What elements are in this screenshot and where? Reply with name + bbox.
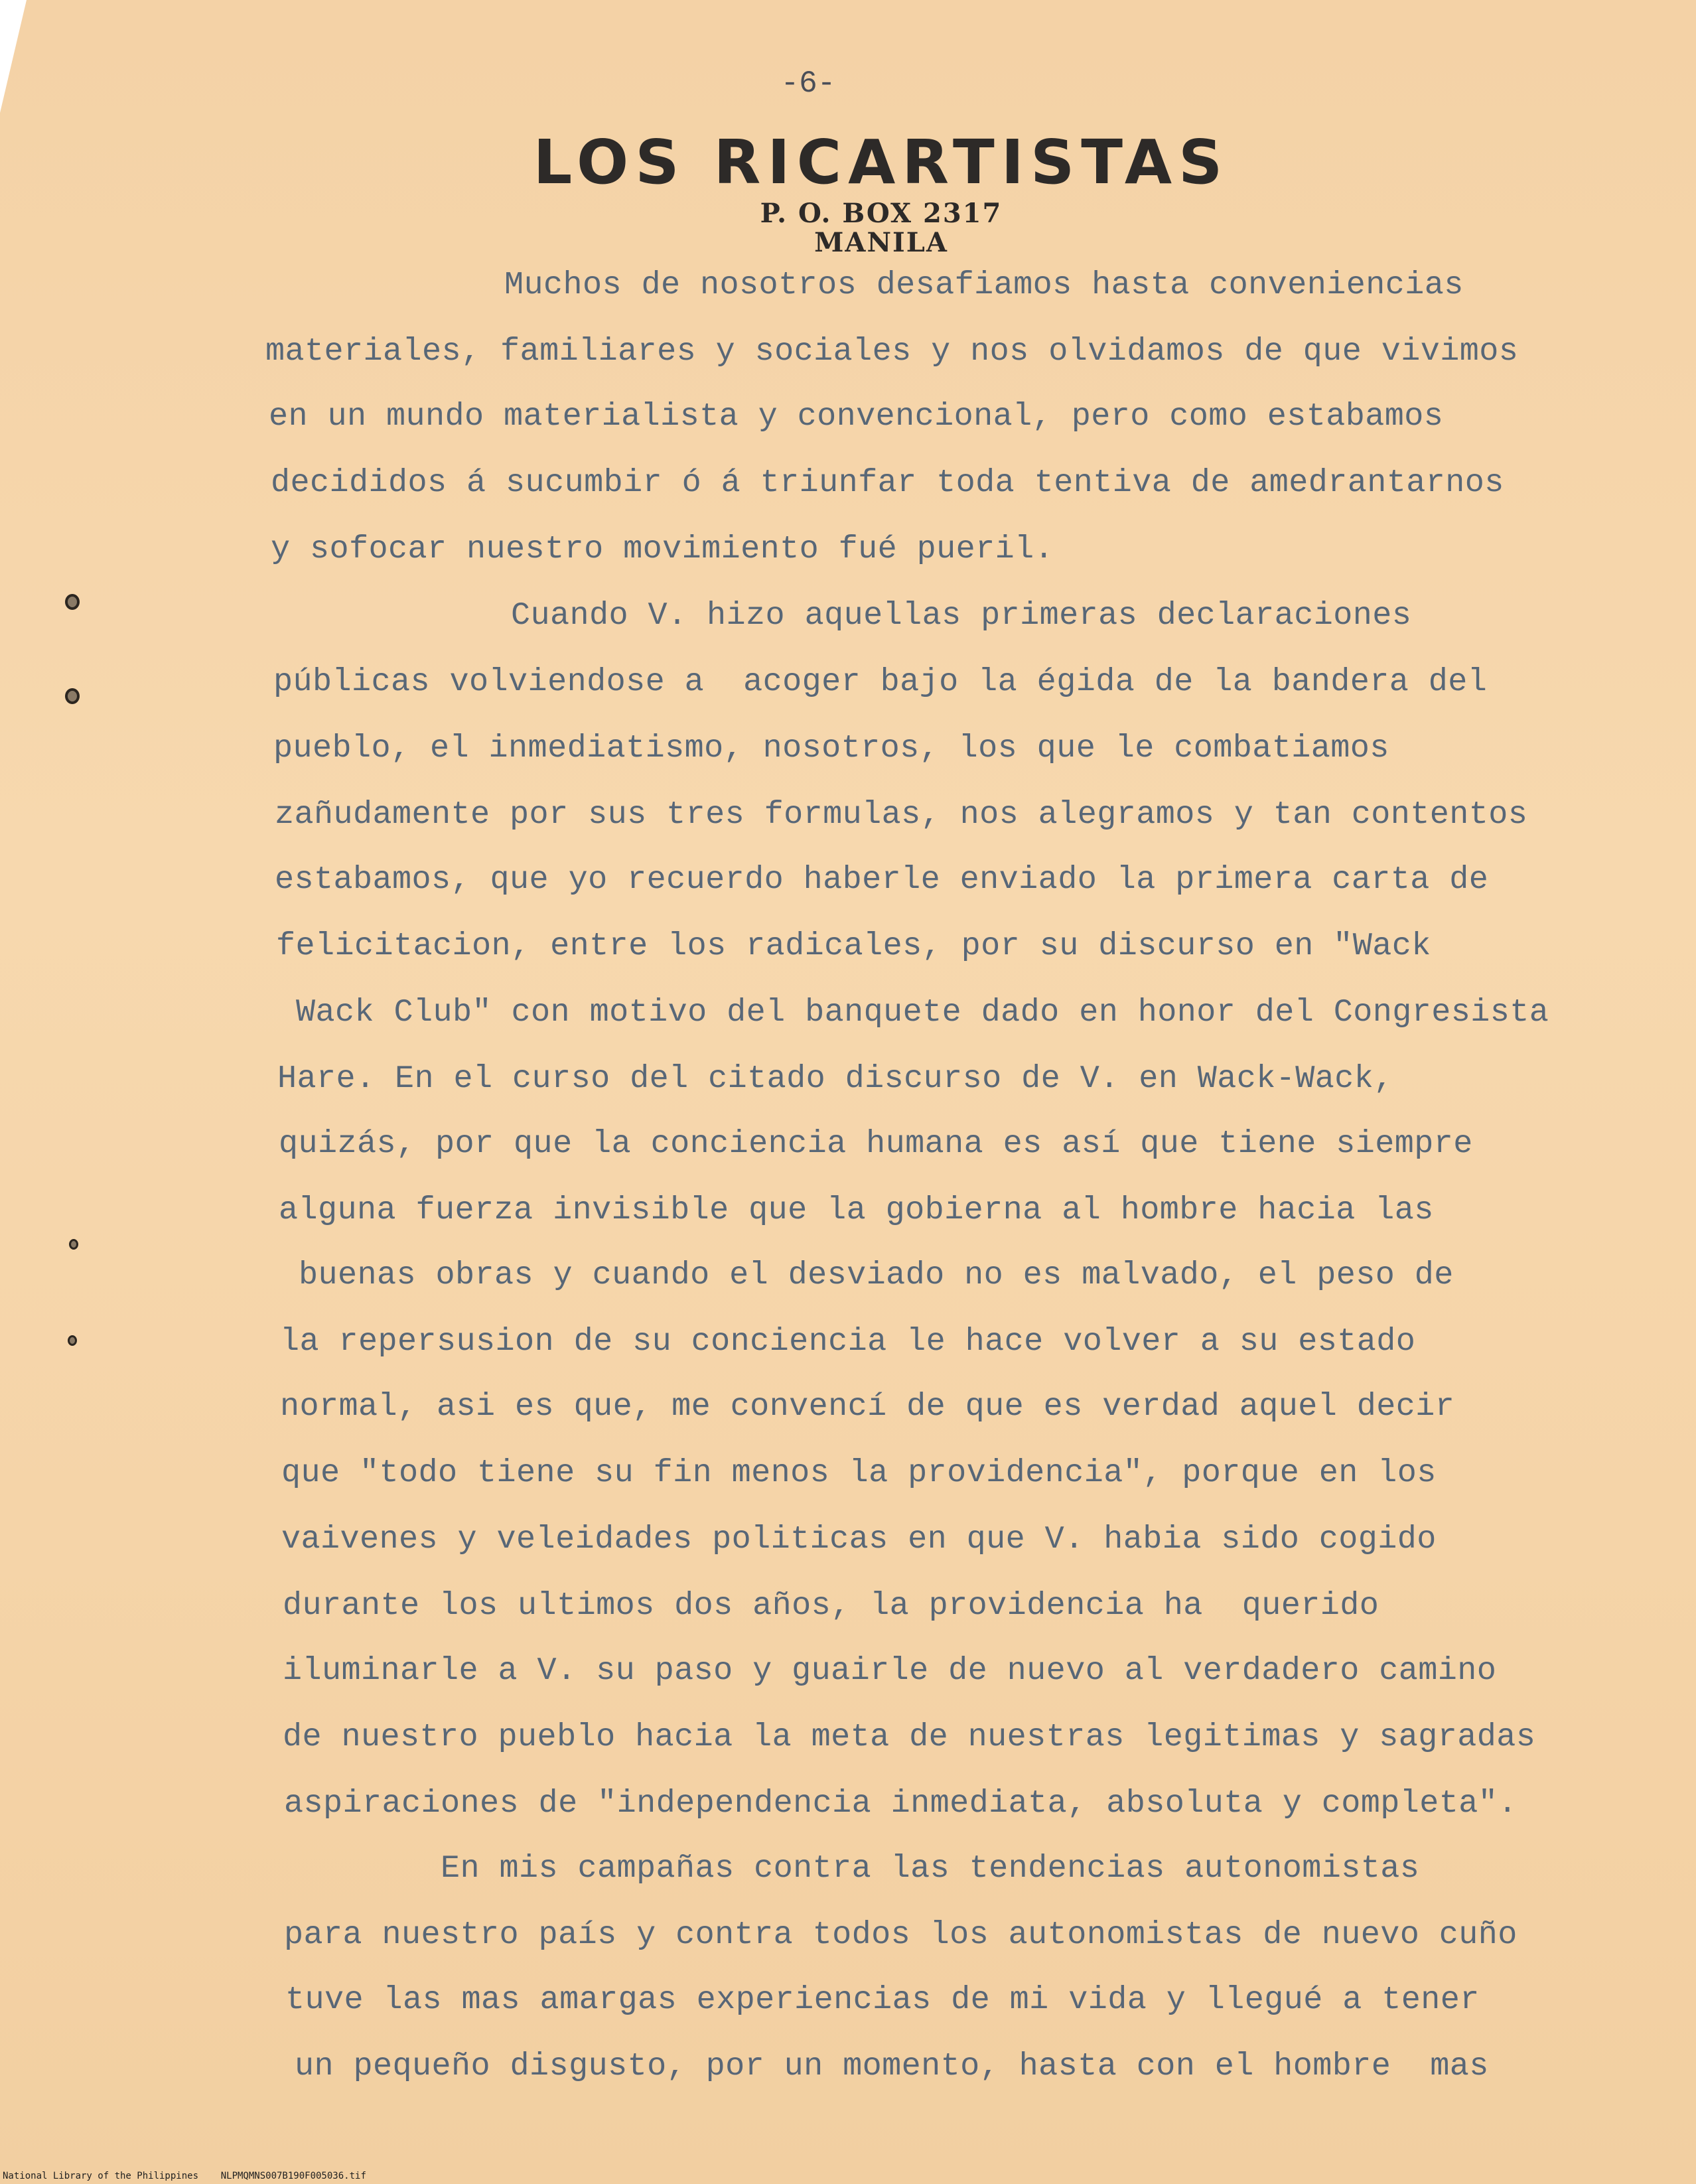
punch-hole — [65, 594, 80, 610]
body-line: durante los ultimos dos años, la providencia ha querido — [283, 1587, 1379, 1624]
body-line: un pequeño disgusto, por un momento, hasta con el hombre mas — [295, 2048, 1489, 2084]
body-line: En mis campañas contra las tendencias autonomistas — [441, 1850, 1420, 1887]
punch-hole — [68, 1335, 77, 1346]
body-line: y sofocar nuestro movimiento fué pueril. — [271, 531, 1054, 567]
body-line: pueblo, el inmediatismo, nosotros, los que le combatiamos — [273, 730, 1389, 766]
body-line: Wack Club" con motivo del banquete dado en honor del Congresista — [296, 994, 1549, 1031]
body-line: en un mundo materialista y convencional, pero como estabamos — [269, 398, 1444, 435]
body-line: públicas volviendose a acoger bajo la égida de la bandera del — [273, 664, 1488, 700]
body-line: la repersusion de su conciencia le hace volver a su estado — [280, 1323, 1416, 1360]
address-line-1: P. O. BOX 2317 — [760, 198, 1003, 229]
punch-hole — [65, 688, 80, 704]
punch-hole — [69, 1239, 78, 1250]
letterhead — [33, 126, 1696, 257]
body-line: Muchos de nosotros desafiamos hasta conveniencias — [504, 267, 1464, 303]
body-line: normal, asi es que, me convencí de que es verdad aquel decir — [280, 1388, 1455, 1425]
body-line: vaivenes y veleidades politicas en que V. habia sido cogido — [281, 1521, 1437, 1558]
body-line: Cuando V. hizo aquellas primeras declaraciones — [511, 597, 1412, 634]
body-line: materiales, familiares y sociales y nos olvidamos de que vivimos — [265, 333, 1519, 370]
body-line: buenas obras y cuando el desviado no es malvado, el peso de — [299, 1257, 1454, 1293]
body-line: para nuestro país y contra todos los autonomistas de nuevo cuño — [284, 1917, 1518, 1953]
organization-name: LOS RICARTISTAS — [533, 127, 1230, 198]
body-line: felicitacion, entre los radicales, por su discurso en "Wack — [276, 928, 1431, 964]
address-line-2: MANILA — [814, 227, 948, 258]
body-line: zañudamente por sus tres formulas, nos alegramos y tan contentos — [275, 796, 1528, 833]
body-line: Hare. En el curso del citado discurso de V. en Wack-Wack, — [277, 1060, 1393, 1097]
body-line: quizás, por que la conciencia humana es así que tiene siempre — [279, 1126, 1473, 1162]
body-line: de nuestro pueblo hacia la meta de nuestras legitimas y sagradas — [283, 1719, 1536, 1755]
body-line: estabamos, que yo recuerdo haberle enviado la primera carta de — [275, 861, 1489, 898]
body-line: iluminarle a V. su paso y guairle de nuevo al verdadero camino — [283, 1652, 1497, 1689]
page-number: -6- — [780, 66, 836, 101]
body-line: alguna fuerza invisible que la gobierna al hombre hacia las — [279, 1192, 1434, 1228]
body-line: que "todo tiene su fin menos la providencia", porque en los — [281, 1455, 1437, 1491]
body-line: aspiraciones de "independencia inmediata, absoluta y completa". — [284, 1785, 1518, 1822]
body-line: tuve las mas amargas experiencias de mi vida y llegué a tener — [285, 1982, 1480, 2018]
archive-footer: National Library of the Philippines NLPMQMNS007B190F005036.tif — [3, 2171, 366, 2181]
body-line: decididos á sucumbir ó á triunfar toda tentiva de amedrantarnos — [271, 465, 1504, 501]
